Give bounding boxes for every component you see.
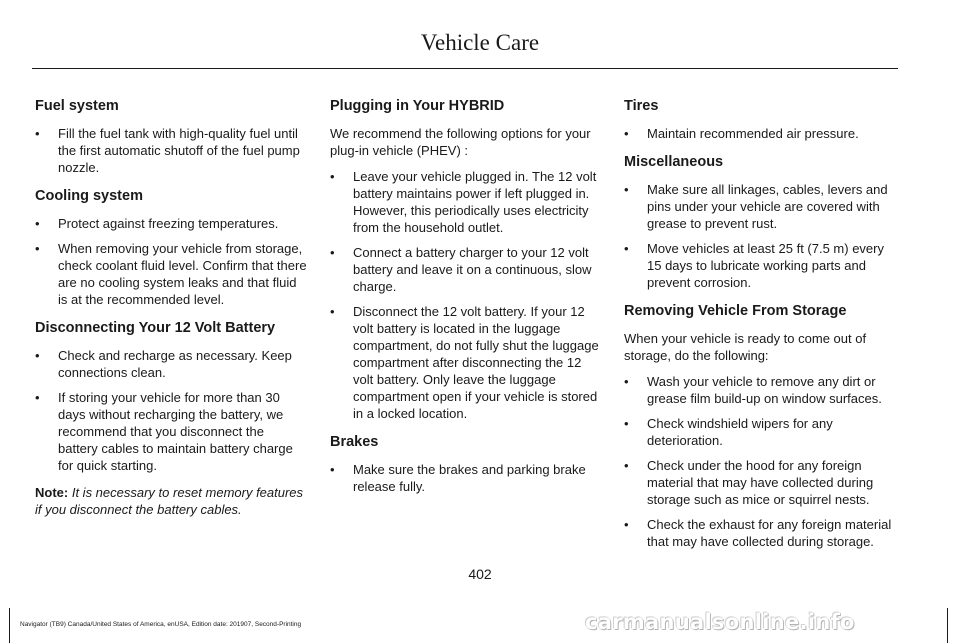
battery-note: [35, 484, 307, 518]
footer-edition-text: Navigator (TB9) Canada/United States of America, enUSA, Edition date: 201907, Second-Printing: [20, 621, 302, 628]
list-item: • When removing your vehicle from storage, check coolant fluid level. Confirm that there are no cooling system leaks and that fluid is at the recommended level.: [35, 241, 307, 307]
page-header-title: Vehicle Care: [420, 30, 540, 55]
note-label: Note:: [35, 485, 69, 500]
column-1: [35, 92, 307, 527]
bullet-icon: •: [624, 126, 629, 141]
list-item: • Disconnect the 12 volt battery. If your 12 volt battery is located in the luggage compartment, do not fully shut the luggage compartment after disconnecting the 12 volt battery. Only leave the luggage compartment open if your vehicle is stored in a locked location.: [330, 304, 599, 421]
note-text: It is necessary to reset memory features if you disconnect the battery cables.: [35, 485, 304, 517]
page-number: 402: [468, 566, 492, 582]
battery-list: [35, 347, 307, 474]
list-item: • Maintain recommended air pressure.: [624, 126, 859, 141]
cooling-system-list: [35, 215, 307, 308]
tires-heading: Tires: [624, 98, 659, 114]
bullet-icon: •: [35, 390, 40, 405]
removing-heading: Removing Vehicle From Storage: [624, 303, 847, 319]
miscellaneous-heading: Miscellaneous: [624, 154, 724, 170]
watermark-logo: carmanualsonline.info: [585, 610, 855, 634]
removing-intro: When your vehicle is ready to come out of storage, do the following:: [624, 331, 867, 363]
bullet-icon: •: [35, 126, 40, 141]
bullet-icon: •: [624, 374, 629, 389]
list-item: • Check and recharge as necessary. Keep connections clean.: [35, 348, 292, 380]
list-item: • Leave your vehicle plugged in. The 12 volt battery maintains power if left plugged in. However, this periodically uses electricity from the household outlet.: [330, 169, 597, 235]
plugging-heading: Plugging in Your HYBRID: [330, 98, 505, 114]
bullet-icon: •: [330, 245, 335, 260]
plugging-list: [330, 168, 602, 422]
bullet-icon: •: [624, 241, 629, 256]
bullet-icon: •: [624, 416, 629, 431]
plugging-intro: We recommend the following options for your plug-in vehicle (PHEV) :: [330, 126, 591, 158]
list-item: • Make sure the brakes and parking brake release fully.: [330, 462, 586, 494]
list-item: • Make sure all linkages, cables, levers and pins under your vehicle are covered with grease to prevent rust.: [624, 182, 888, 231]
bullet-icon: •: [330, 169, 335, 184]
bullet-icon: •: [330, 304, 335, 319]
list-item: • Wash your vehicle to remove any dirt or grease film build-up on window surfaces.: [624, 374, 882, 406]
corner-mark-right: [947, 608, 948, 643]
list-item: • Connect a battery charger to your 12 volt battery and leave it on a continuous, slow charge.: [330, 245, 592, 294]
list-item: • If storing your vehicle for more than 30 days without recharging the battery, we recommend that you disconnect the battery cables to maintain battery charge for quick starting.: [35, 390, 293, 473]
bullet-icon: •: [35, 348, 40, 363]
bullet-icon: •: [35, 241, 40, 256]
cooling-system-heading: Cooling system: [35, 188, 143, 204]
tires-list: [624, 125, 894, 142]
fuel-system-heading: Fuel system: [35, 98, 119, 114]
brakes-list: [330, 461, 602, 495]
bullet-icon: •: [624, 458, 629, 473]
column-3: [624, 92, 894, 560]
list-item: • Check windshield wipers for any deterioration.: [624, 416, 833, 448]
list-item: • Check the exhaust for any foreign material that may have collected during storage.: [624, 517, 892, 549]
battery-heading: Disconnecting Your 12 Volt Battery: [35, 320, 276, 336]
list-item: • Move vehicles at least 25 ft (7.5 m) every 15 days to lubricate working parts and prevent corrosion.: [624, 241, 884, 290]
bullet-icon: •: [330, 462, 335, 477]
bullet-icon: •: [624, 517, 629, 532]
corner-mark-left: [9, 608, 10, 643]
list-item: • Check under the hood for any foreign material that may have collected during storage such as mice or squirrel nests.: [624, 458, 874, 507]
removing-list: [624, 373, 894, 550]
header-divider: [32, 68, 898, 69]
brakes-heading: Brakes: [330, 434, 379, 450]
miscellaneous-list: [624, 181, 894, 291]
column-2: [330, 92, 602, 505]
list-item: • Fill the fuel tank with high-quality fuel until the first automatic shutoff of the fuel pump nozzle.: [35, 126, 300, 175]
list-item: • Protect against freezing temperatures.: [35, 216, 279, 231]
bullet-icon: •: [35, 216, 40, 231]
fuel-system-list: [35, 125, 307, 176]
bullet-icon: •: [624, 182, 629, 197]
